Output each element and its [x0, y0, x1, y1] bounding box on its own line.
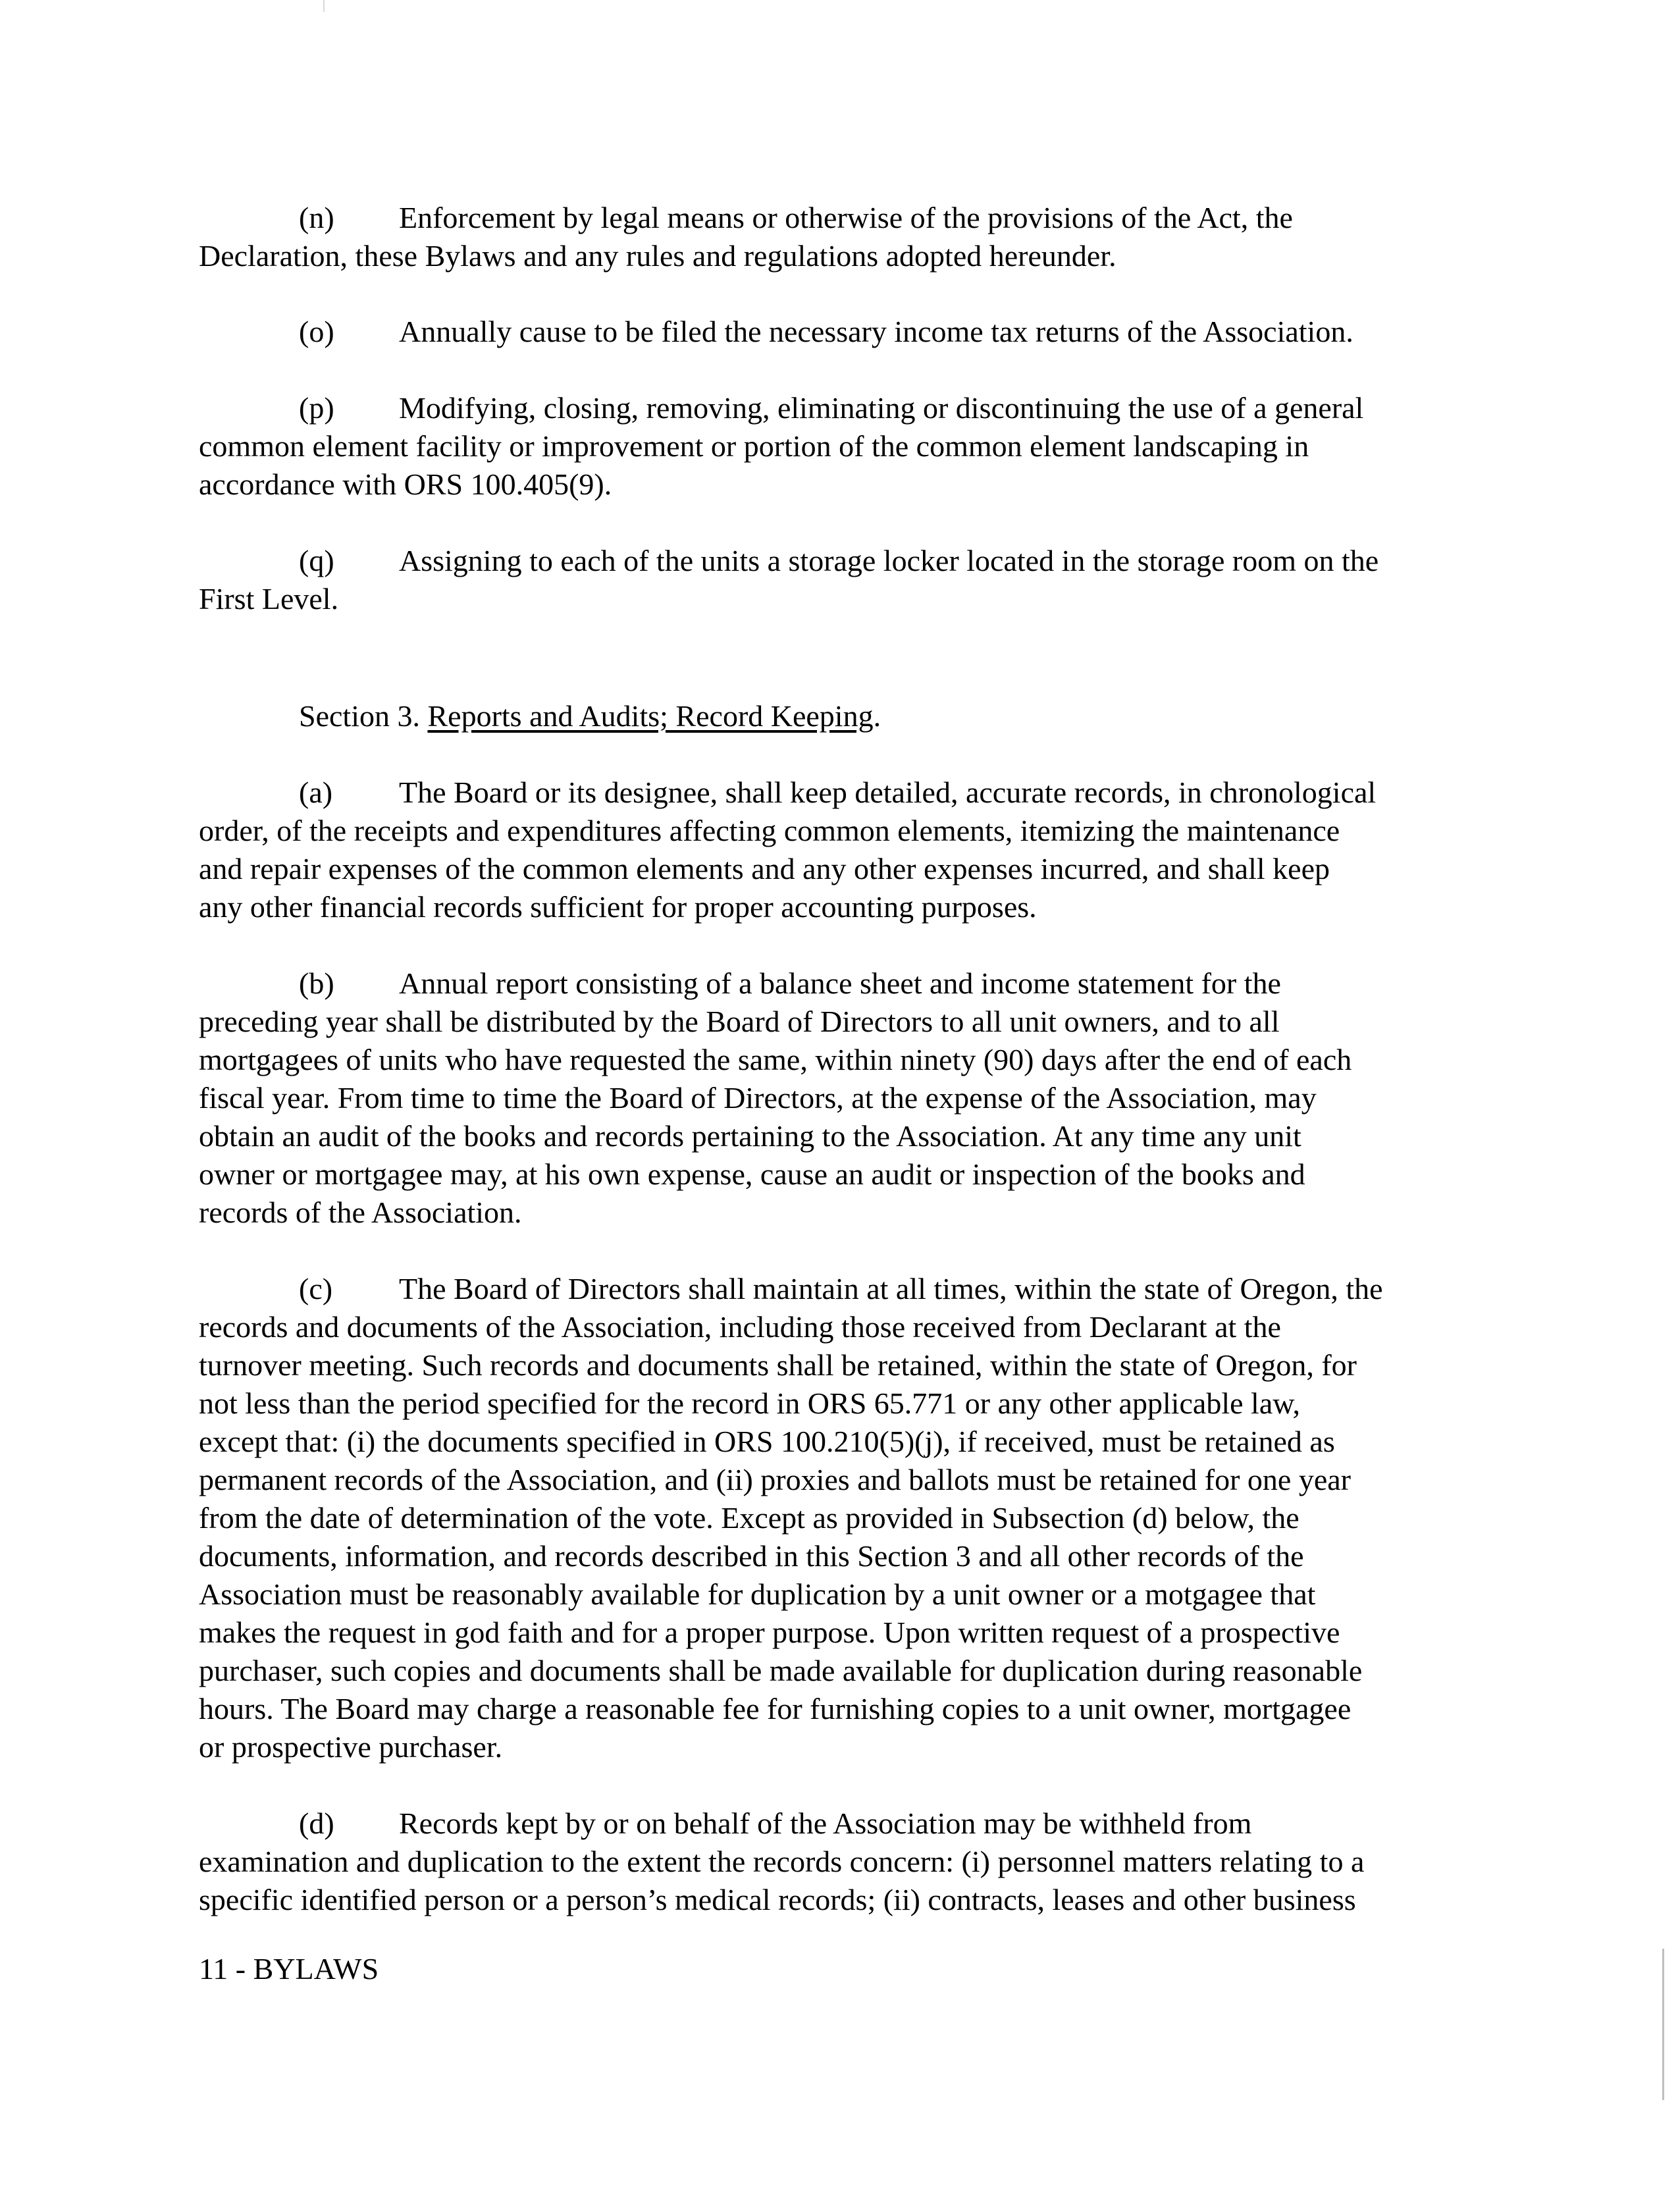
item-q — [199, 542, 1479, 618]
paragraph-c-line-1 — [199, 1270, 1479, 1308]
paragraph-c-line-3: turnover meeting. Such records and documents shall be retained, within the state of Oregon, for — [199, 1348, 1357, 1382]
item-p-line-1 — [199, 389, 1479, 427]
item-q-label: (q) — [299, 544, 334, 577]
paragraph-b-line-7: records of the Association. — [199, 1196, 522, 1229]
paragraph-b-line-6: owner or mortgagee may, at his own expense, cause an audit or inspection of the books and — [199, 1157, 1305, 1191]
scan-edge-line — [1662, 1949, 1664, 2100]
section-title: Reports and Audits; Record Keeping — [427, 699, 874, 733]
paragraph-c-line-2: records and documents of the Association, including those received from Declarant at the — [199, 1310, 1281, 1344]
item-p-label: (p) — [299, 391, 334, 425]
page-footer: 11 - BYLAWS — [199, 1952, 379, 1986]
paragraph-c-line-13: or prospective purchaser. — [199, 1730, 503, 1764]
item-n-text-1: Enforcement by legal means or otherwise of the provisions of the Act, the — [399, 201, 1293, 234]
section-title-period: . — [873, 699, 881, 733]
paragraph-c-line-4: not less than the period specified for the record in ORS 65.771 or any other applicable law, — [199, 1386, 1300, 1420]
item-p-line-3: accordance with ORS 100.405(9). — [199, 467, 612, 501]
paragraph-d-text-1: Records kept by or on behalf of the Association may be withheld from — [399, 1806, 1252, 1840]
paragraph-b — [199, 964, 1479, 1232]
item-q-line-1 — [199, 542, 1479, 580]
section-heading — [199, 697, 1479, 735]
paragraph-b-line-2: preceding year shall be distributed by the Board of Directors to all unit owners, and to all — [199, 1005, 1280, 1038]
paragraph-c-line-8: documents, information, and records described in this Section 3 and all other records of the — [199, 1539, 1304, 1573]
item-o-label: (o) — [299, 315, 334, 348]
paragraph-c-line-5: except that: (i) the documents specified in ORS 100.210(5)(j), if received, must be retained as — [199, 1425, 1335, 1458]
item-n — [199, 199, 1479, 275]
paragraph-d-line-1 — [199, 1804, 1479, 1843]
paragraph-a — [199, 774, 1479, 926]
paragraph-c-line-7: from the date of determination of the vote. Except as provided in Subsection (d) below, the — [199, 1501, 1299, 1535]
paragraph-a-line-4: any other financial records sufficient for proper accounting purposes. — [199, 890, 1037, 924]
item-p-text-1: Modifying, closing, removing, eliminating or discontinuing the use of a general — [399, 391, 1364, 425]
paragraph-c-text-1: The Board of Directors shall maintain at all times, within the state of Oregon, the — [399, 1272, 1383, 1305]
paragraph-b-line-5: obtain an audit of the books and records pertaining to the Association. At any time any unit — [199, 1119, 1301, 1153]
paragraph-a-text-1: The Board or its designee, shall keep detailed, accurate records, in chronological — [399, 776, 1377, 809]
paragraph-d-line-2: examination and duplication to the extent the records concern: (i) personnel matters relating to a — [199, 1845, 1365, 1878]
item-n-line-1 — [199, 199, 1479, 237]
paragraph-a-line-2: order, of the receipts and expenditures affecting common elements, itemizing the maintenance — [199, 814, 1340, 847]
paragraph-a-label: (a) — [299, 776, 333, 809]
item-p-line-2: common element facility or improvement or portion of the common element landscaping in — [199, 429, 1309, 463]
paragraph-b-label: (b) — [299, 966, 334, 1000]
paragraph-d-line-3: specific identified person or a person’s medical records; (ii) contracts, leases and other business — [199, 1883, 1356, 1916]
section-number: Section 3. — [299, 699, 420, 733]
item-p — [199, 389, 1479, 504]
item-n-label: (n) — [299, 201, 334, 234]
paragraph-b-text-1: Annual report consisting of a balance sheet and income statement for the — [399, 966, 1281, 1000]
paragraph-a-line-1 — [199, 774, 1479, 812]
paragraph-c — [199, 1270, 1479, 1766]
paragraph-c-line-11: purchaser, such copies and documents shall be made available for duplication during reasonable — [199, 1654, 1363, 1687]
paragraph-c-line-10: makes the request in god faith and for a proper purpose. Upon written request of a prospective — [199, 1616, 1340, 1649]
item-o — [199, 313, 1479, 351]
paragraph-c-line-6: permanent records of the Association, and (ii) proxies and ballots must be retained for one year — [199, 1463, 1351, 1496]
paragraph-b-line-4: fiscal year. From time to time the Board of Directors, at the expense of the Association, may — [199, 1081, 1317, 1115]
paragraph-c-label: (c) — [299, 1272, 333, 1305]
paragraph-c-line-9: Association must be reasonably available for duplication by a unit owner or a motgagee that — [199, 1577, 1316, 1611]
item-q-line-2: First Level. — [199, 582, 339, 616]
item-o-text-1: Annually cause to be filed the necessary income tax returns of the Association. — [399, 315, 1353, 348]
paragraph-c-line-12: hours. The Board may charge a reasonable fee for furnishing copies to a unit owner, mortgagee — [199, 1692, 1352, 1725]
paragraph-a-line-3: and repair expenses of the common elements and any other expenses incurred, and shall keep — [199, 852, 1330, 885]
item-n-line-2: Declaration, these Bylaws and any rules and regulations adopted hereunder. — [199, 239, 1116, 273]
section-heading-line — [199, 697, 1479, 735]
item-q-text-1: Assigning to each of the units a storage locker located in the storage room on the — [399, 544, 1379, 577]
paragraph-b-line-3: mortgagees of units who have requested the same, within ninety (90) days after the end of each — [199, 1043, 1352, 1076]
scan-artifact-mark — [323, 0, 325, 12]
paragraph-d — [199, 1804, 1479, 1919]
item-o-line-1 — [199, 313, 1479, 351]
paragraph-d-label: (d) — [299, 1806, 334, 1840]
paragraph-b-line-1 — [199, 964, 1479, 1003]
